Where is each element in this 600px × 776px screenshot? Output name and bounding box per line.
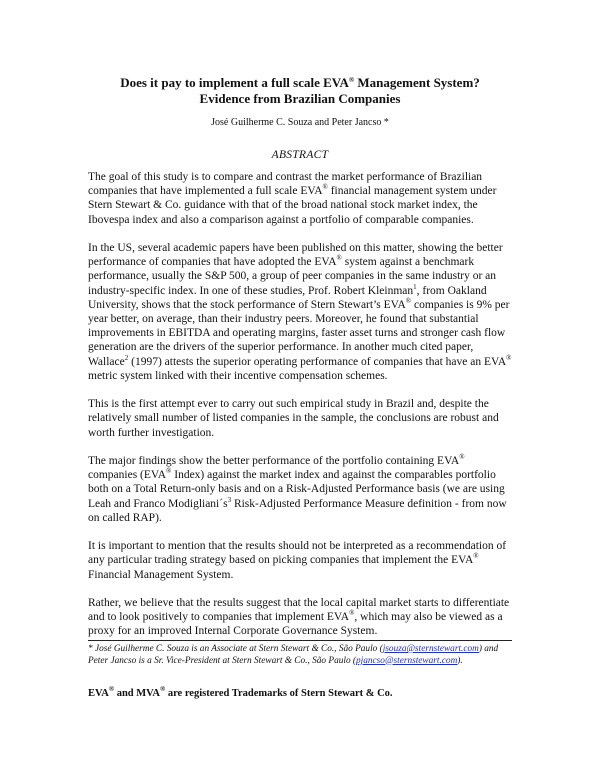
paragraph-us-studies: In the US, several academic papers have been published on this matter, showing the better performance of companies that have adopted the EVA® system against a benchmark performance, usually the S&P 500, a group of peer companies in the same industry or an industry-specific index. In one of these studies, Prof. Robert Kleinman$^1$, from Oakland University, shows that the stock performance of Stern Stewart’s EVA® companies is 9% per year better, on average, than their industry peers. Moreover, he found that substantial improvements in EBITDA and operating margins, faster asset turns and stronger cash flow generation are the drivers of the superior performance. In another much cited paper, Wallace$^2$ (1997) attests the superior operating performance of companies that have an EVA® metric system linked with their incentive compensation schemes. (88, 242, 512, 382)
paragraph-disclaimer: It is important to mention that the results should not be interpreted as a recommendation of any particular trading strategy based on picking companies that implement the EVA® Financial Management System. (88, 540, 507, 581)
paragraph-conclusion: Rather, we believe that the results suggest that the local capital market starts to differentiate and to look positively to companies that implement EVA®, which may also be viewed as a proxy for an improved Internal Corporate Governance System. (88, 597, 510, 638)
email-link-jancso[interactable]: pjancso@sternstewart.com (356, 655, 458, 666)
abstract-heading: ABSTRACT (271, 149, 329, 161)
paper-title (60, 75, 540, 107)
footnote-divider (88, 640, 512, 641)
paragraph-first-attempt: This is the first attempt ever to carry out such empirical study in Brazil and, despite the relatively small number of listed companies in the sample, the conclusions are robust and worth further investigation. (88, 398, 499, 439)
author-footnote: * José Guilherme C. Souza is an Associate at Stern Stewart & Co., São Paulo (jsouza@sternstewart.com) and Peter Jancso is a Sr. Vice-President at Stern Stewart & Co., São Paulo (pjancso@sternstewart.com). (88, 644, 499, 666)
trademark-notice: EVA® and MVA® are registered Trademarks of Stern Stewart & Co. (88, 685, 393, 699)
title-line-2: Evidence from Brazilian Companies (199, 91, 401, 106)
authors-line: José Guilherme C. Souza and Peter Jancso * (211, 117, 389, 128)
paragraph-goal: The goal of this study is to compare and contrast the market performance of Brazilian companies that have implemented a full scale EVA® financial management system under Stern Stewart & Co. guidance with that of the broad national stock market index, the Ibovespa index and also a comparison against a portfolio of comparable companies. (88, 171, 497, 226)
email-link-souza[interactable]: jsouza@sternstewart.com (382, 644, 479, 654)
paragraph-major-findings: The major findings show the better performance of the portfolio containing EVA® companies (EVA® Index) against the market index and against the comparables portfolio both on a Total Return-only basis and on a Risk-Adjusted Performance basis (we are using Leah and Franco $Modigliani´s^3$ Risk-Adjusted Performance Measure definition - from now on called RAP). (88, 453, 507, 524)
title-line-1: Does it pay to implement a full scale EVA® Management System? (120, 75, 480, 90)
abstract-body (88, 170, 512, 653)
